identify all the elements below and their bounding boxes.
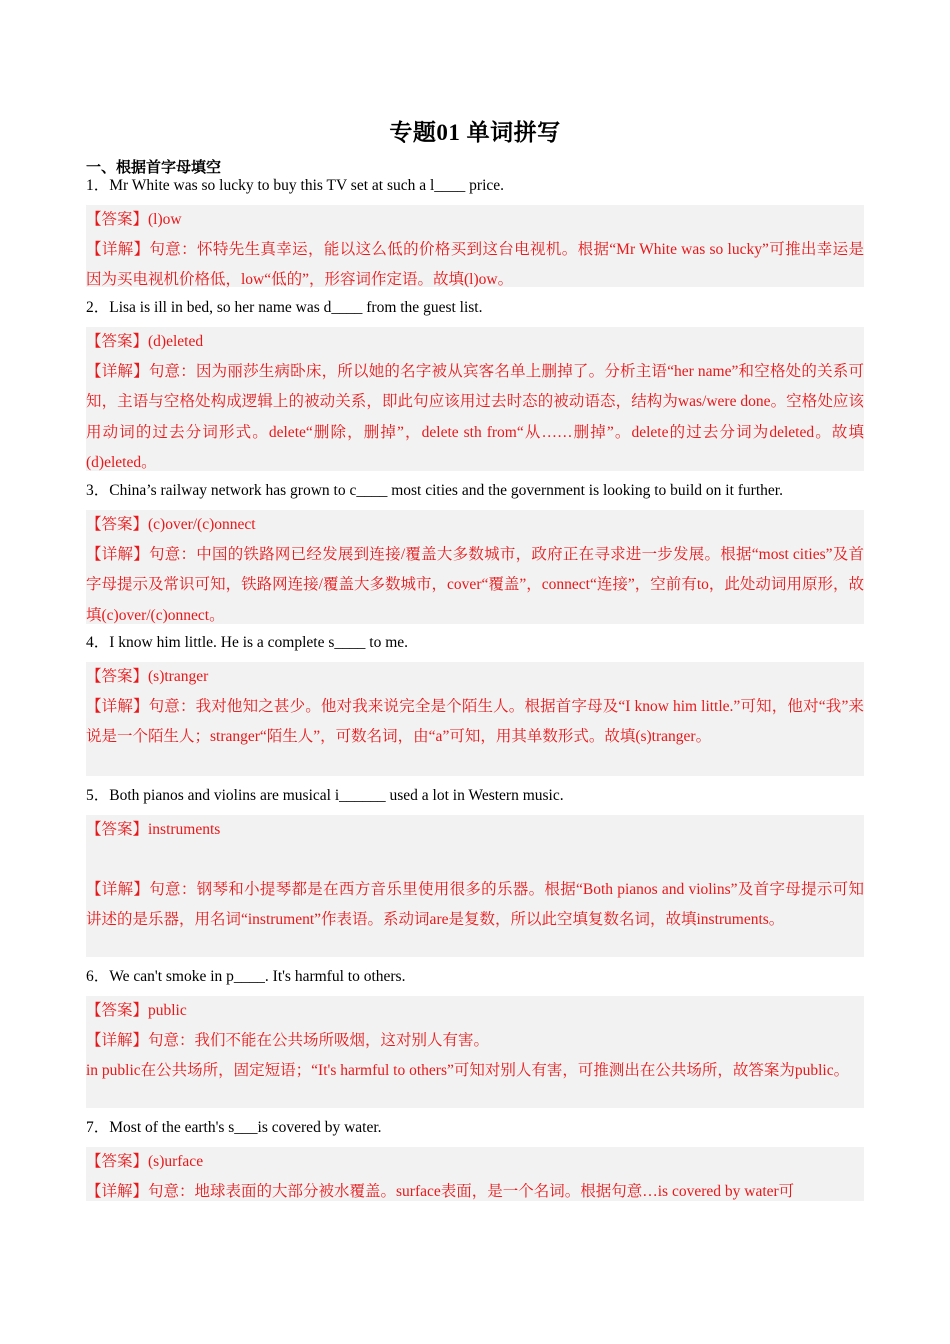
detail-3: 【详解】句意：中国的铁路网已经发展到连接/覆盖大多数城市，政府正在寻求进一步发展。根据“most cities”及首字母提示及常识可知，铁路网连接/覆盖大多数城市，cover“覆盖”，connect“连接”，空前有to，此处动词用原形，故填(c)over/(c)onnect。 — [86, 546, 864, 624]
answer-box-5 — [86, 815, 864, 957]
answer-box-6 — [86, 996, 864, 1108]
answer-7: 【答案】(s)urface — [86, 1153, 204, 1170]
question-4: 4．I know him little. He is a complete s____ to me. — [86, 634, 409, 651]
detail-7: 【详解】句意：地球表面的大部分被水覆盖。surface表面，是一个名词。根据句意…is covered by water可 — [86, 1183, 795, 1201]
answer-box-7 — [86, 1147, 864, 1201]
question-5: 5．Both pianos and violins are musical i______ used a lot in Western music. — [86, 787, 564, 804]
answer-3: 【答案】(c)over/(c)onnect — [86, 516, 256, 533]
question-7: 7．Most of the earth's s___is covered by water. — [86, 1119, 382, 1136]
answer-box-1 — [86, 205, 864, 287]
answer-1: 【答案】(l)ow — [86, 211, 182, 228]
detail-2: 【详解】句意：因为丽莎生病卧床，所以她的名字被从宾客名单上删掉了。分析主语“her name”和空格处的关系可知，主语与空格处构成逻辑上的被动关系，即此句应该用过去时态的被动语态，结构为was/were done。空格处应该用动词的过去分词形式。delete“删除，删掉”，delete sth from“从……删掉”。delete的过去分词为deleted。故填(d)eleted。 — [86, 363, 864, 471]
detail-6a: 【详解】句意：我们不能在公共场所吸烟，这对别人有害。 — [86, 1032, 490, 1050]
page-title: 专题01 单词拼写 — [389, 120, 561, 145]
answer-box-4 — [86, 662, 864, 776]
answer-5: 【答案】instruments — [86, 821, 221, 838]
question-1: 1．Mr White was so lucky to buy this TV set at such a l____ price. — [86, 177, 505, 194]
answer-box-3 — [86, 510, 864, 624]
answer-4: 【答案】(s)tranger — [86, 668, 209, 685]
answer-box-2 — [86, 327, 864, 471]
answer-2: 【答案】(d)eleted — [86, 333, 204, 350]
question-6: 6．We can't smoke in p____. It's harmful to others. — [86, 968, 406, 985]
question-3: 3．China’s railway network has grown to c____ most cities and the government is looking to build on it further. — [86, 482, 783, 499]
detail-6b: in public在公共场所，固定短语；“It's harmful to others”可知对别人有害，可推测出在公共场所，故答案为public。 — [86, 1062, 850, 1080]
detail-5: 【详解】句意：钢琴和小提琴都是在西方音乐里使用很多的乐器。根据“Both pianos and violins”及首字母提示可知讲述的是乐器，用名词“instrument”作表语。系动词are是复数，所以此空填复数名词，故填instruments。 — [86, 881, 864, 929]
question-2: 2．Lisa is ill in bed, so her name was d____ from the guest list. — [86, 299, 483, 316]
blank-line — [86, 845, 864, 875]
answer-6: 【答案】public — [86, 1002, 187, 1019]
detail-4: 【详解】句意：我对他知之甚少。他对我来说完全是个陌生人。根据首字母及“I know him little.”可知，他对“我”来说是一个陌生人；stranger“陌生人”，可数名词，由“a”可知，用其单数形式。故填(s)tranger。 — [86, 698, 864, 746]
detail-1: 【详解】句意：怀特先生真幸运，能以这么低的价格买到这台电视机。根据“Mr White was so lucky”可推出幸运是因为买电视机价格低，low“低的”，形容词作定语。故填(l)ow。 — [86, 241, 864, 289]
section-heading: 一、根据首字母填空 — [86, 160, 222, 176]
